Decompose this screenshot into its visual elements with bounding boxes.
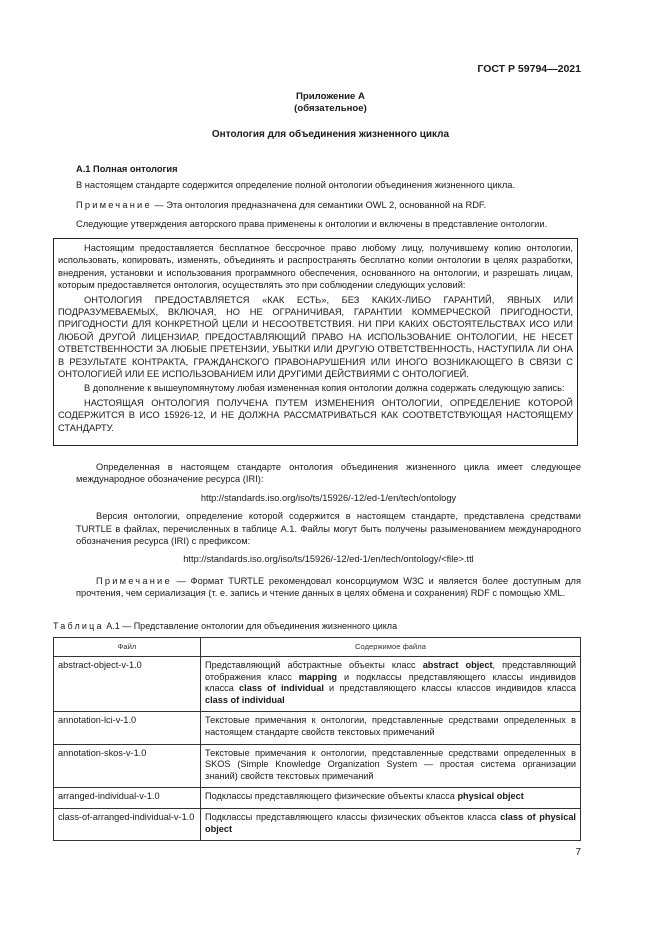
table-caption-label: Таблица: [53, 621, 104, 631]
table-caption: [53, 620, 397, 632]
iri-paragraph: Определенная в настоящем стандарте онтология объединения жизненного цикла имеет следующее международное обозначение ресурса (IRI):: [76, 462, 581, 485]
content-term: class of individual: [239, 683, 324, 694]
note-label: Примечание: [76, 199, 152, 210]
table-row: [54, 744, 581, 788]
section-a1: [76, 163, 581, 231]
section-title: Онтология для объединения жизненного цикла: [211, 129, 450, 140]
table-row: [54, 788, 581, 809]
file-content-cell: Текстовые примечания к онтологии, представленные средствами определенных в SKOS (Simple Knowledge Organization System — простая система организации знаний) свойств текстовых примечаний: [201, 744, 581, 788]
standard-code: ГОСТ Р 59794—2021: [477, 63, 581, 75]
column-header-file: Файл: [54, 638, 201, 657]
iri-url[interactable]: http://standards.iso.org/iso/ts/15926/-12/ed-1/en/tech/ontology: [200, 492, 457, 503]
table-caption-text: А.1 — Представление онтологии для объединения жизненного цикла: [103, 621, 398, 631]
content-text: Представляющий абстрактные объекты класс: [205, 660, 423, 670]
appendix-heading: [0, 91, 661, 115]
subsection-heading: А.1 Полная онтология: [76, 164, 178, 174]
content-text: Подклассы представляющего классы физических объектов класса: [205, 811, 501, 822]
table-row: [54, 808, 581, 840]
content-term: physical object: [457, 791, 524, 802]
note-a1: [76, 199, 581, 211]
content-term: class of individual: [205, 694, 285, 705]
content-term: abstract object: [422, 660, 493, 670]
note-turtle: [76, 575, 581, 600]
file-content-cell: Текстовые примечания к онтологии, представленные средствами определенных в настоящем стандарте свойств текстовых примечаний: [201, 712, 581, 744]
content-text: и представляющего классы классов индивидов класса: [323, 683, 576, 694]
note-text: — Формат TURTLE рекомендовал консорциумом W3C и является более доступным для прочтения, чем сериализация (т. е. запись и чтение данных в целях обмена и сохранения) RDF с помощью XML.: [76, 575, 581, 599]
paragraph-a1-2: Следующие утверждения авторского права применены к онтологии и включены в представление онтологии.: [76, 219, 548, 230]
paragraph-a1-1: В настоящем стандарте содержится определение полной онтологии объединения жизненного цикла.: [76, 180, 516, 191]
copyright-box: [53, 238, 578, 446]
appendix-title: Приложение А: [296, 91, 365, 102]
file-name-cell: annotation-lci-v-1.0: [54, 712, 201, 744]
content-text: и подклассы представляющего классы индивидов класса: [205, 671, 576, 694]
content-term: mapping: [298, 671, 338, 682]
note-text: — Эта онтология предназначена для семантики OWL 2, основанной на RDF.: [151, 199, 487, 210]
note-label: Примечание: [96, 575, 172, 586]
file-name-cell: class-of-arranged-individual-v-1.0: [54, 808, 201, 840]
copyright-paragraph-3: В дополнение к вышеупомянутому любая измененная копия онтологии должна содержать следующую запись:: [84, 383, 565, 394]
copyright-paragraph-1: Настоящим предоставляется бесплатное бессрочное право любому лицу, получившему копию онтологии, использовать, копировать, изменять, объединять и распространять бесплатно копии онтологии в целях разработки, внедрения, установки и использования программного обеспечения, основанного на онтологии, и разрешать лицам, которым предоставляется онтология, осуществлять это при соблюдении следующих условий:: [58, 243, 573, 291]
file-url[interactable]: http://standards.iso.org/iso/ts/15926/-12/ed-1/en/tech/ontology/<file>.ttl: [183, 554, 474, 565]
column-header-content: Содержимое файла: [201, 638, 581, 657]
content-text: , представляющий отображения класс: [205, 660, 576, 682]
content-term: class of physical object: [205, 811, 576, 834]
table-row: [54, 657, 581, 712]
ontology-files-table: [53, 637, 581, 841]
file-content-cell: [201, 657, 581, 712]
file-content-cell: [201, 788, 581, 809]
file-name-cell: arranged-individual-v-1.0: [54, 788, 201, 809]
copyright-paragraph-4: НАСТОЯЩАЯ ОНТОЛОГИЯ ПОЛУЧЕНА ПУТЕМ ИЗМЕНЕНИЯ ОНТОЛОГИИ, ОПРЕДЕЛЕНИЕ КОТОРОЙ СОДЕРЖИТСЯ В ИСО 15926-12, И НЕ ДОЛЖНА РАССМАТРИВАТЬСЯ КАК СООТВЕТСТВУЮЩАЯ НАСТОЯЩЕМУ СТАНДАРТУ.: [58, 397, 573, 433]
file-content-cell: [201, 808, 581, 840]
file-name-cell: annotation-skos-v-1.0: [54, 744, 201, 788]
content-text: Подклассы представляющего физические объекты класса: [205, 791, 458, 802]
file-name-cell: abstract-object-v-1.0: [54, 657, 201, 712]
table-header-row: [54, 638, 581, 657]
copyright-paragraph-2: ОНТОЛОГИЯ ПРЕДОСТАВЛЯЕТСЯ «КАК ЕСТЬ», БЕЗ КАКИХ-ЛИБО ГАРАНТИЙ, ЯВНЫХ ИЛИ ПОДРАЗУМЕВАЕМЫХ, ВКЛЮЧАЯ, НО НЕ ОГРАНИЧИВАЯ, ГАРАНТИИ КОММЕРЧЕСКОЙ ПРИГОДНОСТИ, ПРИГОДНОСТИ ДЛЯ КОНКРЕТНОЙ ЦЕЛИ И НЕСООТВЕТСТВИЯ. НИ ПРИ КАКИХ ОБСТОЯТЕЛЬСТВАХ ИСО ИЛИ ЛЮБОЙ ДРУГОЙ ЛИЦЕНЗИАР, ПРЕДОСТАВЛЯЮЩИЙ ПРАВО НА ИСПОЛЬЗОВАНИЕ ОНТОЛОГИИ, НЕ НЕСЕТ ОТВЕТСТВЕННОСТИ ЗА ЛЮБЫЕ ПРЕТЕНЗИИ, УБЫТКИ ИЛИ ДРУГУЮ ОТВЕТСТВЕННОСТЬ, НАСТУПИЛА ЛИ ОНА В РЕЗУЛЬТАТЕ КОНТРАКТА, ГРАЖДАНСКОГО ПРАВОНАРУШЕНИЯ ИЛИ ИНОГО ВОЗНИКАЮЩЕГО В СВЯЗИ С ОНТОЛОГИЕЙ ИЛИ ЕЕ ИСПОЛЬЗОВАНИЕМ ИЛИ ДРУГИМИ ДЕЙСТВИЯМИ С ОНТОЛОГИЕЙ.: [58, 294, 573, 380]
page-number: 7: [575, 847, 581, 858]
iri-section: [76, 461, 581, 600]
appendix-subtitle: (обязательное): [294, 103, 367, 114]
table-row: [54, 712, 581, 744]
turtle-paragraph: Версия онтологии, определение которой содержится в настоящем стандарте, представлена средствами TURTLE в файлах, перечисленных в таблице А.1. Файлы могут быть получены разыменованием международного обозначения ресурса (IRI) с префиксом:: [76, 511, 581, 547]
